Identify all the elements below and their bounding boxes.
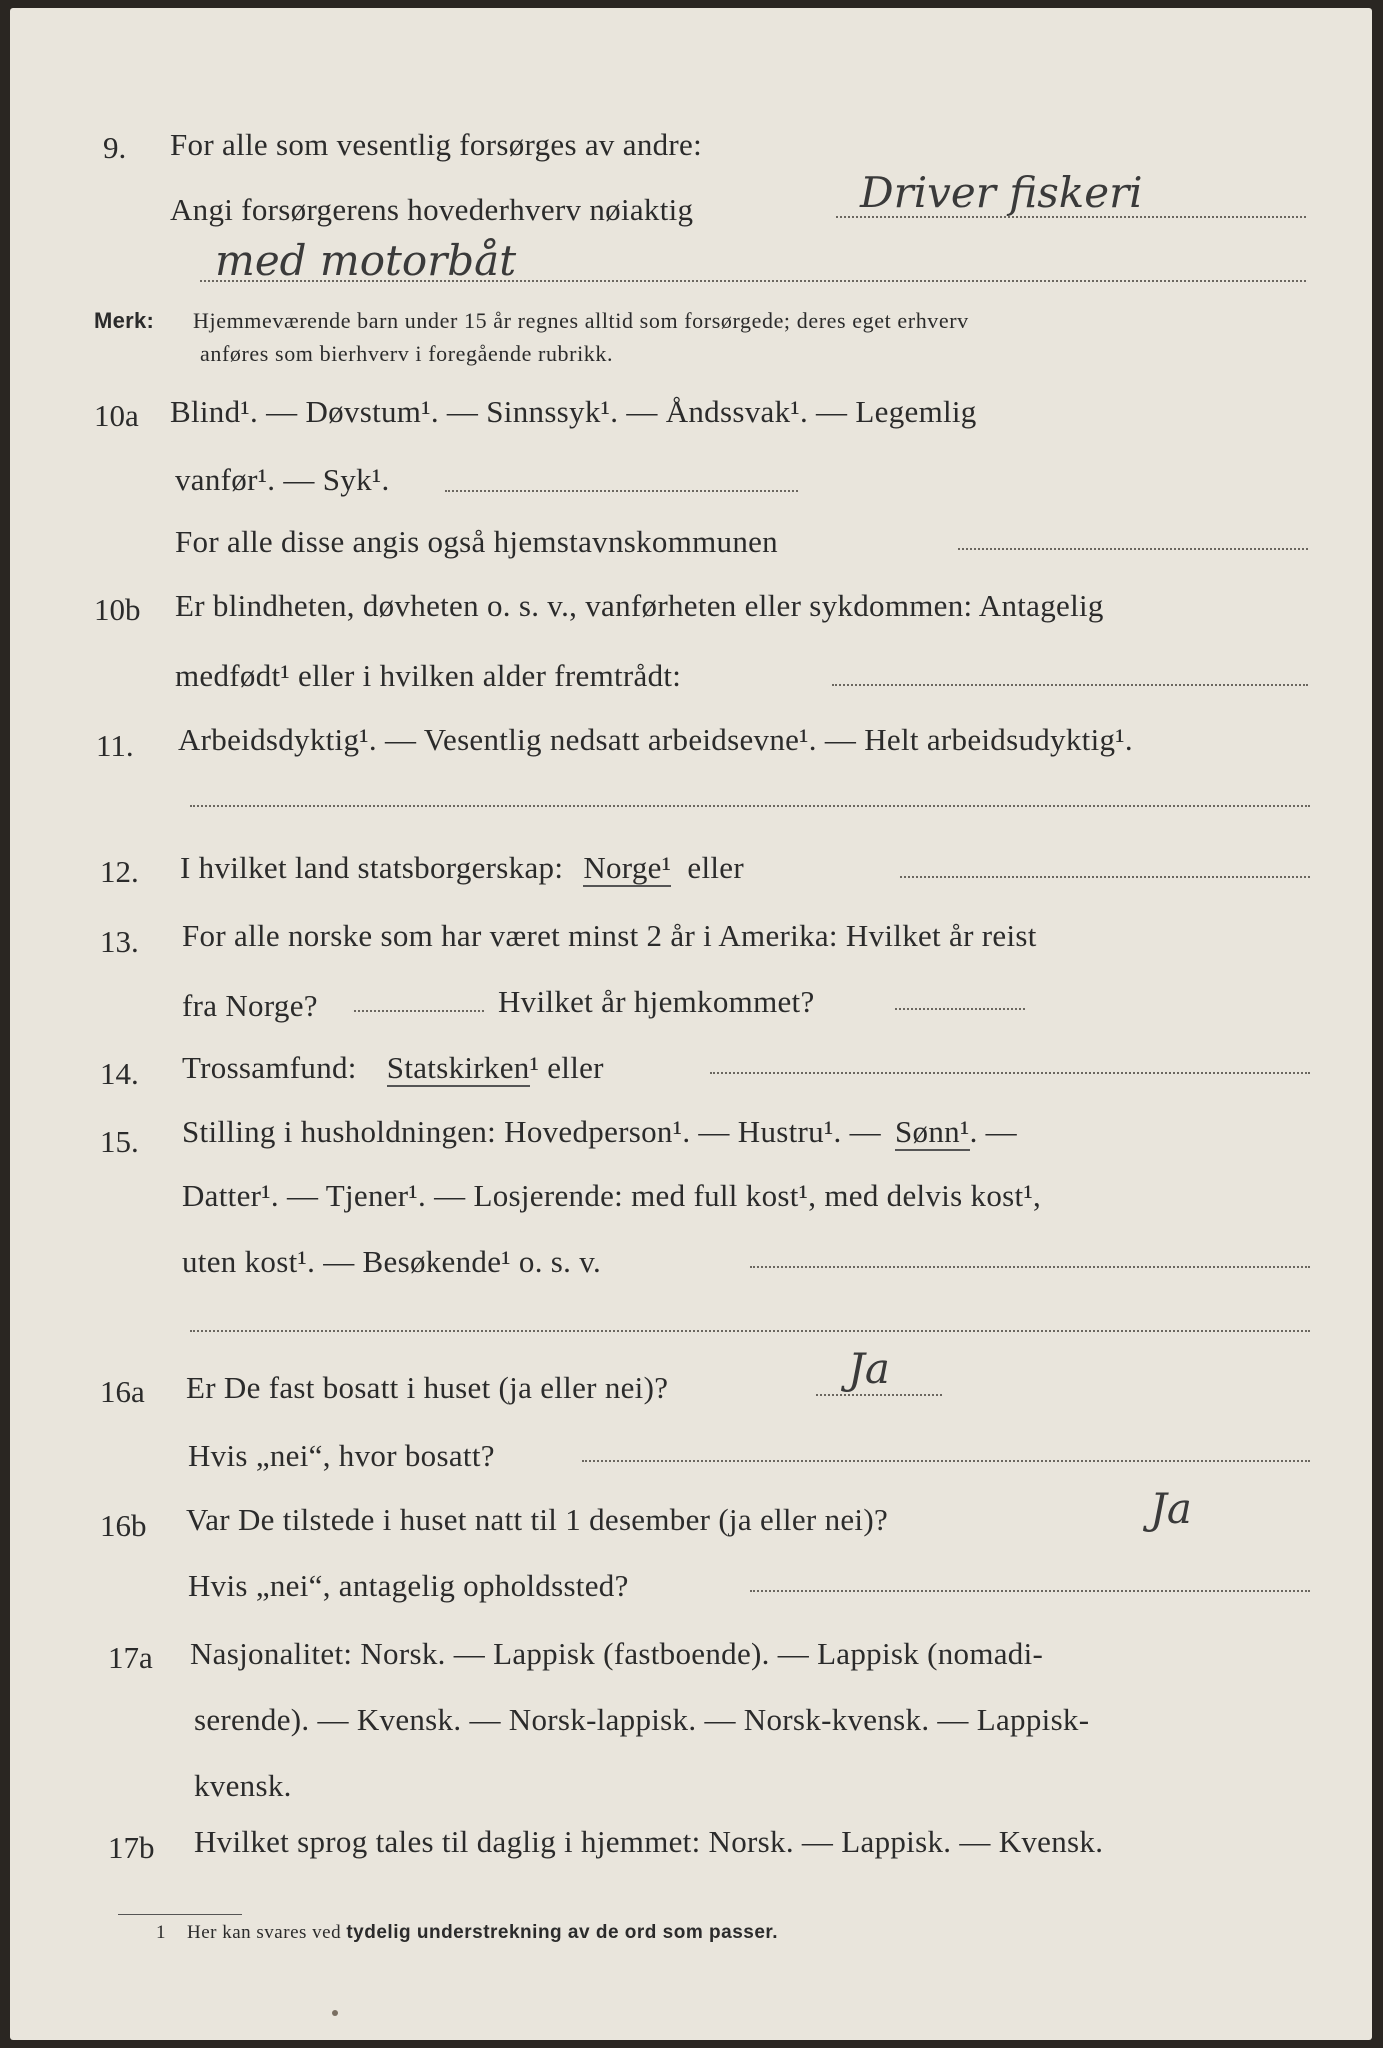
- q17a-number: 17a: [108, 1640, 153, 1675]
- q14-question: Trossamfund:: [182, 1050, 357, 1085]
- q12-eller: eller: [687, 850, 744, 885]
- q12-text: [180, 850, 744, 886]
- q16b-opholdssted-line[interactable]: [750, 1590, 1310, 1592]
- footnote-text: Her kan svares ved: [187, 1922, 342, 1943]
- q17b-number: 17b: [108, 1830, 155, 1865]
- q10b-line2: medfødt¹ eller i hvilken alder fremtrådt:: [175, 658, 682, 693]
- q10a-line3: For alle disse angis også hjemstavnskommunen: [175, 524, 778, 559]
- q13-line2b: Hvilket år hjemkommet?: [498, 984, 815, 1019]
- q12-number: 12.: [100, 854, 139, 889]
- q13-line1: For alle norske som har været minst 2 år i Amerika: Hvilket år reist: [182, 918, 1037, 953]
- q15-answer-line1[interactable]: [750, 1266, 1310, 1268]
- q13-hjemkommet-line[interactable]: [895, 1008, 1025, 1010]
- q11-answer-line[interactable]: [190, 805, 1310, 807]
- q10b-answer-line[interactable]: [832, 684, 1308, 686]
- q14-number: 14.: [100, 1056, 139, 1091]
- q16a-answer-line[interactable]: [816, 1394, 942, 1396]
- merk-label: Merk:: [94, 308, 155, 333]
- q11-line1: Arbeidsdyktig¹. — Vesentlig nedsatt arbeidsevne¹. — Helt arbeidsudyktig¹.: [178, 722, 1133, 757]
- q16b-line1: Var De tilstede i huset natt til 1 desember (ja eller nei)?: [186, 1502, 889, 1537]
- q10b-number: 10b: [94, 592, 141, 627]
- q9-handwritten-answer2: med motorbåt: [215, 236, 517, 285]
- q11-number: 11.: [96, 728, 134, 763]
- q14-selected-statskirken: Statskirken: [386, 1050, 530, 1085]
- footnote-rule: [118, 1914, 242, 1915]
- q9-handwritten-answer1: Driver fiskeri: [860, 168, 1143, 217]
- q16a-number: 16a: [100, 1374, 145, 1409]
- q17a-line1: Nasjonalitet: Norsk. — Lappisk (fastboende). — Lappisk (nomadi-: [190, 1636, 1044, 1671]
- q10a-line2: vanfør¹. — Syk¹.: [175, 462, 390, 497]
- q12-selected-norge: Norge¹: [583, 850, 672, 885]
- q15-line1-text: Stilling i husholdningen: Hovedperson¹. — Hustru¹. —: [182, 1114, 881, 1149]
- q12-answer-line[interactable]: [900, 876, 1310, 878]
- footnote-bold-text: tydelig understrekning av de ord som passer.: [346, 1922, 779, 1943]
- q17a-line2: serende). — Kvensk. — Norsk-lappisk. — Norsk-kvensk. — Lappisk-: [194, 1702, 1090, 1737]
- q10a-line1: Blind¹. — Døvstum¹. — Sinnssyk¹. — Åndssvak¹. — Legemlig: [170, 394, 977, 429]
- census-form-page: [10, 8, 1372, 2040]
- merk-line2: anføres som bierhverv i foregående rubrikk.: [200, 341, 614, 366]
- ink-dot: [332, 2010, 338, 2016]
- q14-eller: ¹ eller: [529, 1050, 604, 1085]
- q13-line2a: fra Norge?: [182, 988, 318, 1023]
- q12-question: I hvilket land statsborgerskap:: [180, 850, 564, 885]
- q16b-handwritten-answer: Ja: [1150, 1484, 1192, 1533]
- q10a-hjemstavn-line[interactable]: [958, 548, 1308, 550]
- footnote: [156, 1922, 778, 1944]
- q16a-line2: Hvis „nei“, hvor bosatt?: [188, 1438, 495, 1473]
- q16b-number: 16b: [100, 1508, 147, 1543]
- q10a-number: 10a: [94, 398, 139, 433]
- q15-line3: uten kost¹. — Besøkende¹ o. s. v.: [182, 1244, 602, 1279]
- merk-line1: Hjemmeværende barn under 15 år regnes alltid som forsørgede; deres eget erhverv: [193, 308, 969, 333]
- footnote-mark: 1: [156, 1922, 166, 1943]
- q15-answer-line2[interactable]: [190, 1330, 1310, 1332]
- q9-number: 9.: [103, 130, 127, 165]
- q10a-answer-line[interactable]: [445, 490, 798, 492]
- q17a-line3: kvensk.: [194, 1768, 292, 1803]
- q15-line2: Datter¹. — Tjener¹. — Losjerende: med full kost¹, med delvis kost¹,: [182, 1178, 1042, 1213]
- q15-line1: [182, 1114, 1017, 1150]
- q15-number: 15.: [100, 1124, 139, 1159]
- q15-selected-sonn: Sønn¹: [895, 1114, 970, 1149]
- q17b-line1: Hvilket sprog tales til daglig i hjemmet: Norsk. — Lappisk. — Kvensk.: [194, 1824, 1104, 1859]
- q13-number: 13.: [100, 924, 139, 959]
- q14-text: [182, 1050, 604, 1086]
- q15-line1-end: . —: [969, 1114, 1017, 1149]
- q16a-handwritten-answer: Ja: [848, 1344, 890, 1393]
- q16a-bosatt-line[interactable]: [582, 1460, 1310, 1462]
- q10b-line1: Er blindheten, døvheten o. s. v., vanførheten eller sykdommen: Antagelig: [175, 588, 1104, 623]
- q16b-line2: Hvis „nei“, antagelig opholdssted?: [188, 1568, 629, 1603]
- q9-line2: Angi forsørgerens hovederhverv nøiaktig: [170, 192, 694, 227]
- q9-line1: For alle som vesentlig forsørges av andre:: [170, 127, 703, 162]
- q16a-line1: Er De fast bosatt i huset (ja eller nei)?: [186, 1370, 669, 1405]
- q13-reist-line[interactable]: [354, 1010, 484, 1012]
- q14-answer-line[interactable]: [710, 1072, 1310, 1074]
